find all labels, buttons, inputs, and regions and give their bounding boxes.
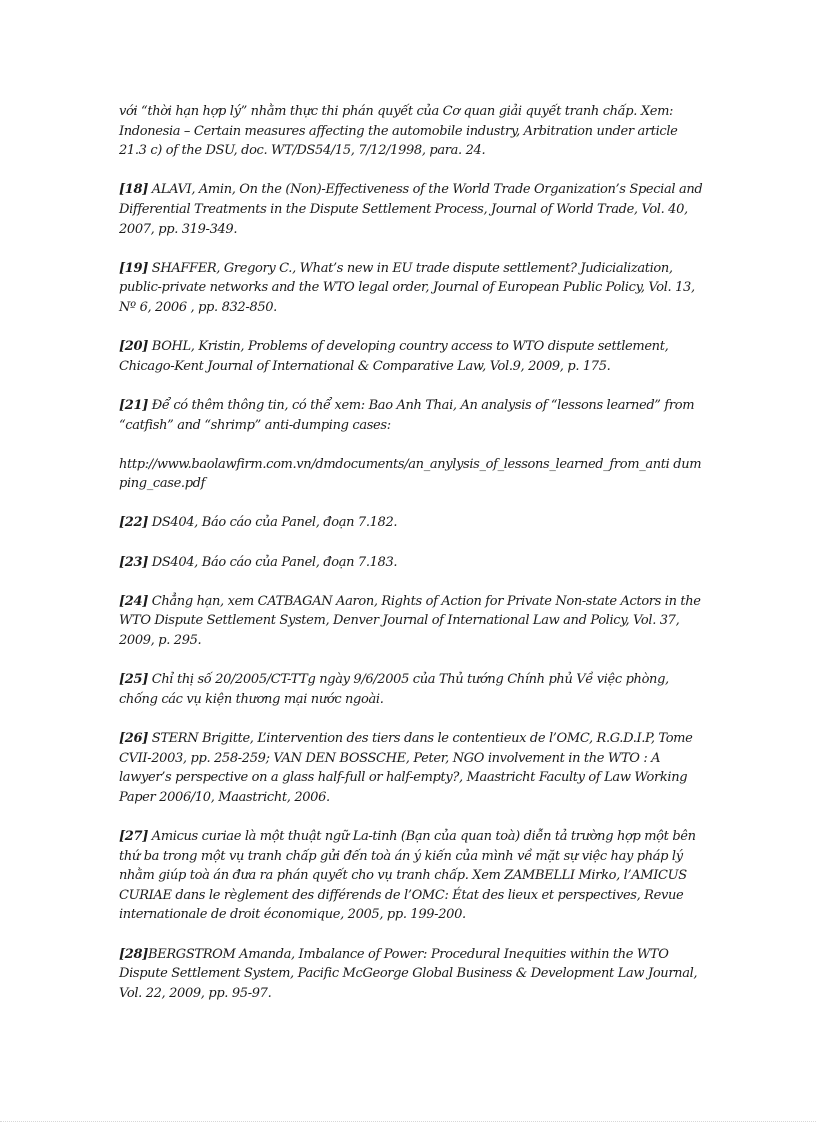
footnote-text: SHAFFER, Gregory C., What’s new in EU trade dispute settlement? Judicialization, public-private networks and the WTO legal order, Journal of European Public Policy, Vol. 13, Nº 6, 2006 , pp. 832-850. [119, 260, 695, 315]
footnote-text: Chỉ thị số 20/2005/CT-TTg ngày 9/6/2005 của Thủ tướng Chính phủ Về việc phòng, chống các vụ kiện thương mại nước ngoài. [119, 672, 669, 707]
footnote-number: [24] [119, 593, 148, 609]
footnote-19 [119, 259, 704, 318]
page-bottom-divider [0, 1121, 816, 1122]
footnote-number: [26] [119, 731, 148, 746]
footnote-27 [119, 827, 704, 925]
footnote-text: DS404, Báo cáo của Panel, đoạn 7.182. [148, 515, 398, 531]
footnote-number: [28] [119, 946, 148, 962]
footnote-text: DS404, Báo cáo của Panel, đoạn 7.183. [148, 554, 398, 570]
footnote-url-link[interactable]: http://www.baolawfirm.com.vn/dmdocuments/an_anylysis_of_lessons_learned_from_anti dumping_case.pdf [119, 456, 702, 492]
footnote-number: [19] [119, 260, 148, 276]
footnote-22 [119, 513, 704, 533]
footnote-number: [21] [119, 397, 148, 413]
footnotes-page [119, 102, 704, 1023]
footnote-number: [25] [119, 672, 148, 688]
footnote-26 [119, 729, 704, 807]
footnote-20 [119, 337, 704, 376]
footnote-number: [23] [119, 554, 148, 570]
footnote-text: BOHL, Kristin, Problems of developing country access to WTO dispute settlement, Chicago-Kent Journal of International & Comparative Law, Vol.9, 2009, p. 175. [119, 339, 669, 374]
footnote-text: Amicus curiae là một thuật ngữ La-tinh (Bạn của quan toà) diễn tả trường hợp một bên thứ ba trong một vụ tranh chấp gửi đến toà án ý kiến của mình về mặt sự việc hay pháp lý nhằm giúp toà án đưa ra phán quyết cho vụ tranh chấp. Xem ZAMBELLI Mirko, l’AMICUS CURIAE dans le règlement des différends de l’OMC: État des lieux et perspectives, Revue internationale de droit économique, 2005, pp. 199-200. [119, 828, 696, 923]
footnote-number: [20] [119, 339, 148, 355]
footnote-21-url[interactable] [119, 455, 704, 494]
footnote-number: [27] [119, 828, 148, 844]
footnote-24 [119, 592, 704, 651]
footnote-text: ALAVI, Amin, On the (Non)-Effectiveness of the World Trade Organization’s Special and Differential Treatments in the Dispute Settlement Process, Journal of World Trade, Vol. 40, 2007, pp. 319-349. [119, 182, 703, 237]
footnote-number: [22] [119, 515, 148, 531]
footnote-25 [119, 670, 704, 709]
footnote-number: [18] [119, 182, 148, 198]
footnote-text: STERN Brigitte, L’intervention des tiers dans le contentieux de l’OMC, R.G.D.I.P, Tome CVII-2003, pp. 258-259; VAN DEN BOSSCHE, Peter, NGO involvement in the WTO : A lawyer’s perspective on a glass half-full or half-empty?, Maastricht Faculty of Law Working Paper 2006/10, Maastricht, 2006. [119, 731, 693, 805]
footnote-text: Để có thêm thông tin, có thể xem: Bao Anh Thai, An analysis of “lessons learned” from “catfish” and “shrimp” anti-dumping cases: [119, 397, 695, 433]
footnote-23 [119, 553, 704, 573]
footnote-21 [119, 396, 704, 435]
footnote-28 [119, 945, 704, 1004]
footnote-text: BERGSTROM Amanda, Imbalance of Power: Procedural Inequities within the WTO Dispute Settlement System, Pacific McGeorge Global Business & Development Law Journal, Vol. 22, 2009, pp. 95-97. [119, 946, 698, 1001]
footnote-continuation: với “thời hạn hợp lý” nhằm thực thi phán quyết của Cơ quan giải quyết tranh chấp. Xem: Indonesia – Certain measures affecting the automobile industry, Arbitration under article 21.3 c) of the DSU, doc. WT/DS54/15, 7/12/1998, para. 24. [119, 104, 678, 159]
footnote-18 [119, 180, 704, 239]
footnote-text: Chẳng hạn, xem CATBAGAN Aaron, Rights of Action for Private Non-state Actors in the WTO Dispute Settlement System, Denver Journal of International Law and Policy, Vol. 37, 2009, p. 295. [119, 593, 701, 649]
